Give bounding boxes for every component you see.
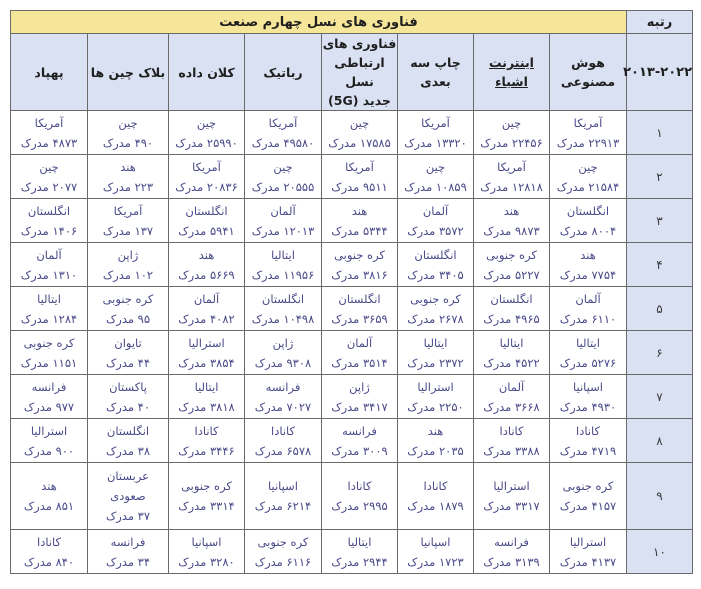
- table-cell: [550, 287, 627, 331]
- document-count: ۲۶۷۸ مدرک: [407, 311, 464, 326]
- country-name: اسپانیا: [420, 534, 451, 549]
- table-cell: [474, 243, 550, 287]
- country-name: پاکستان: [109, 379, 147, 394]
- country-name: آلمان: [36, 247, 62, 262]
- table-cell: [474, 287, 550, 331]
- table-cell: [474, 375, 550, 419]
- table-cell: [550, 243, 627, 287]
- industry4-rank-table: [10, 10, 693, 574]
- document-count: ۱۱۹۵۶ مدرک: [251, 267, 315, 282]
- column-header-line: چاپ سه: [410, 55, 461, 70]
- document-count: ۴۱۵۷ مدرک: [559, 499, 617, 513]
- table-cell: [169, 331, 245, 375]
- document-count: ۸۵۱ مدرک: [23, 499, 75, 513]
- document-count: ۱۰۴۹۸ مدرک: [251, 311, 315, 326]
- table-cell: [322, 419, 398, 463]
- table-cell: [550, 331, 627, 375]
- country-name: آلمان: [346, 335, 373, 350]
- table-cell: [245, 199, 322, 243]
- table-body: [11, 111, 693, 574]
- table-cell: [11, 155, 88, 199]
- document-count: ۵۳۴۴ مدرک: [331, 223, 388, 238]
- table-cell: [11, 331, 88, 375]
- table-cell: [398, 463, 474, 530]
- document-count: ۳۳۱۷ مدرک: [483, 499, 540, 513]
- country-name: عربستان صعودی: [106, 469, 150, 503]
- country-name: کره جنوبی: [334, 247, 385, 262]
- rank-cell: ۹: [627, 463, 693, 530]
- country-name: استرالیا: [569, 534, 607, 549]
- rank-cell: ۴: [627, 243, 693, 287]
- country-name: ژاپن: [117, 247, 139, 262]
- table-cell: [88, 199, 169, 243]
- country-name: استرالیا: [188, 335, 225, 350]
- country-name: انگلستان: [338, 291, 381, 306]
- document-count: ۳۴۰۵ مدرک: [407, 267, 464, 282]
- table-cell: [550, 463, 627, 530]
- table-cell: [11, 199, 88, 243]
- document-count: ۳۳۸۸ مدرک: [483, 443, 540, 458]
- table-cell: [398, 287, 474, 331]
- country-name: هند: [120, 159, 136, 174]
- table-cell: [245, 530, 322, 574]
- document-count: ۵۶۶۹ مدرک: [178, 267, 235, 282]
- document-count: ۶۱۱۰ مدرک: [559, 311, 617, 326]
- document-count: ۵۹۴۱ مدرک: [178, 223, 235, 238]
- document-count: ۲۲۹۱۳ مدرک: [556, 135, 620, 150]
- column-header: [474, 34, 550, 111]
- country-name: چین: [39, 159, 59, 174]
- document-count: ۱۸۷۹ مدرک: [407, 499, 464, 513]
- country-name: فرانسه: [342, 423, 377, 438]
- table-cell: [169, 287, 245, 331]
- document-count: ۹۵ مدرک: [105, 311, 151, 326]
- document-count: ۴۴ مدرک: [105, 355, 151, 370]
- country-name: انگلستان: [566, 203, 610, 218]
- table-row: [11, 419, 693, 463]
- document-count: ۲۳۷۲ مدرک: [407, 355, 464, 370]
- document-count: ۱۴۰۶ مدرک: [20, 223, 78, 238]
- country-name: کره جنوبی: [102, 291, 154, 306]
- document-count: ۹۸۷۳ مدرک: [483, 223, 540, 238]
- rank-cell: ۱۰: [627, 530, 693, 574]
- table-container: [10, 10, 693, 574]
- country-name: کانادا: [423, 479, 448, 493]
- country-name: فرانسه: [494, 534, 529, 549]
- document-count: ۴۹۵۸۰ مدرک: [251, 135, 315, 150]
- document-count: ۳۸۵۴ مدرک: [178, 355, 235, 370]
- column-header: [169, 34, 245, 111]
- document-count: ۲۹۴۴ مدرک: [331, 554, 388, 569]
- document-count: ۳۸۱۸ مدرک: [178, 399, 235, 414]
- country-name: ایتالیا: [194, 379, 219, 394]
- country-name: فرانسه: [31, 379, 67, 394]
- rank-cell: ۱: [627, 111, 693, 155]
- column-header: [245, 34, 322, 111]
- country-name: هند: [41, 479, 57, 493]
- table-cell: [474, 111, 550, 155]
- document-count: ۲۲۳ مدرک: [102, 179, 154, 194]
- country-name: کره جنوبی: [257, 534, 309, 549]
- rank-cell: ۶: [627, 331, 693, 375]
- document-count: ۳۰۰۹ مدرک: [331, 443, 388, 458]
- country-name: ایتالیا: [576, 335, 600, 350]
- column-header-line: جدید (5G): [328, 93, 391, 108]
- document-count: ۹۳۰۸ مدرک: [254, 355, 312, 370]
- document-count: ۱۰۸۵۹ مدرک: [404, 179, 467, 194]
- table-cell: [11, 530, 88, 574]
- table-cell: [322, 530, 398, 574]
- rank-cell: ۷: [627, 375, 693, 419]
- document-count: ۹۷۷ مدرک: [23, 399, 75, 414]
- column-header: [88, 34, 169, 111]
- document-count: ۱۳۳۲۰ مدرک: [404, 135, 467, 150]
- document-count: ۴۸۷۳ مدرک: [20, 135, 78, 150]
- country-name: کانادا: [347, 479, 372, 493]
- country-name: آمریکا: [345, 159, 374, 174]
- country-name: ایتالیا: [347, 534, 372, 549]
- document-count: ۳۶۵۹ مدرک: [331, 311, 388, 326]
- document-count: ۴۱۳۷ مدرک: [559, 554, 617, 569]
- table-cell: [550, 155, 627, 199]
- document-count: ۲۰۳۵ مدرک: [407, 443, 464, 458]
- column-header-line: هوش: [571, 55, 605, 70]
- country-name: تایوان: [114, 335, 142, 350]
- table-cell: [322, 111, 398, 155]
- country-name: کره جنوبی: [23, 335, 75, 350]
- document-count: ۳۵۷۲ مدرک: [407, 223, 464, 238]
- table-cell: [169, 111, 245, 155]
- country-name: چین: [118, 115, 138, 130]
- table-cell: [550, 375, 627, 419]
- table-cell: [169, 463, 245, 530]
- document-count: ۲۱۵۸۴ مدرک: [556, 179, 620, 194]
- country-name: هند: [580, 247, 596, 262]
- table-cell: [245, 287, 322, 331]
- document-count: ۲۰۷۷ مدرک: [20, 179, 78, 194]
- country-name: چین: [578, 159, 598, 174]
- country-name: هند: [198, 247, 215, 262]
- country-name: آلمان: [575, 291, 601, 306]
- document-count: ۸۰۰۴ مدرک: [559, 223, 617, 238]
- table-cell: [88, 331, 169, 375]
- table-cell: [322, 243, 398, 287]
- country-name: ژاپن: [349, 379, 370, 394]
- document-count: ۳۶۶۸ مدرک: [483, 399, 540, 414]
- column-header: [322, 34, 398, 111]
- document-count: ۶۲۱۴ مدرک: [254, 499, 312, 513]
- table-cell: [245, 375, 322, 419]
- document-count: ۲۲۴۵۶ مدرک: [480, 135, 543, 150]
- table-cell: [398, 375, 474, 419]
- table-cell: [322, 287, 398, 331]
- country-name: استرالیا: [493, 479, 530, 493]
- table-cell: [474, 199, 550, 243]
- document-count: ۴۹۰ مدرک: [102, 135, 154, 150]
- country-name: استرالیا: [417, 379, 454, 394]
- document-count: ۱۲۰۱۳ مدرک: [251, 223, 315, 238]
- table-cell: [245, 419, 322, 463]
- rank-cell: ۸: [627, 419, 693, 463]
- column-header-line: اینترنت اشیاء: [489, 55, 534, 89]
- table-cell: [474, 419, 550, 463]
- table-row: [11, 155, 693, 199]
- country-name: چین: [196, 115, 217, 130]
- country-name: چین: [349, 115, 370, 130]
- document-count: ۳۳۱۴ مدرک: [178, 499, 235, 513]
- table-cell: [11, 375, 88, 419]
- country-name: کانادا: [194, 423, 219, 438]
- country-name: هند: [427, 423, 444, 438]
- rank-cell: ۵: [627, 287, 693, 331]
- column-header-line: ارتباطی نسل: [334, 55, 385, 89]
- country-name: ایتالیا: [423, 335, 448, 350]
- document-count: ۴۵۲۲ مدرک: [483, 355, 540, 370]
- document-count: ۶۱۱۶ مدرک: [254, 554, 312, 569]
- country-name: آمریکا: [497, 159, 526, 174]
- table-title: فناوری های نسل چهارم صنعت: [11, 11, 627, 34]
- column-header-line: رباتیک: [263, 64, 303, 80]
- document-count: ۲۰۵۵۵ مدرک: [251, 179, 315, 194]
- table-row: [11, 463, 693, 530]
- country-name: کانادا: [37, 534, 61, 549]
- document-count: ۷۰۲۷ مدرک: [254, 399, 312, 414]
- table-cell: [322, 375, 398, 419]
- table-cell: [474, 530, 550, 574]
- table-cell: [169, 199, 245, 243]
- table-cell: [245, 463, 322, 530]
- document-count: ۳۲۸۰ مدرک: [178, 554, 235, 569]
- column-header-line: بعدی: [420, 74, 451, 89]
- country-name: انگلستان: [490, 291, 533, 306]
- table-cell: [88, 419, 169, 463]
- country-name: کره جنوبی: [181, 479, 232, 493]
- document-count: ۲۵۹۹۰ مدرک: [175, 135, 238, 150]
- table-row: [11, 243, 693, 287]
- table-cell: [398, 155, 474, 199]
- table-cell: [169, 375, 245, 419]
- table-cell: [169, 530, 245, 574]
- document-count: ۵۲۲۷ مدرک: [483, 267, 540, 282]
- year-range-header: ۲۰۱۳-۲۰۲۲: [627, 34, 693, 111]
- table-cell: [245, 331, 322, 375]
- document-count: ۵۲۷۶ مدرک: [559, 355, 617, 370]
- country-name: آمریکا: [113, 203, 143, 218]
- country-name: هند: [503, 203, 520, 218]
- country-name: ایتالیا: [271, 247, 295, 262]
- column-header: [398, 34, 474, 111]
- document-count: ۱۷۵۸۵ مدرک: [328, 135, 391, 150]
- document-count: ۱۲۸۱۸ مدرک: [480, 179, 543, 194]
- country-name: انگلستان: [414, 247, 457, 262]
- document-count: ۱۲۸۴ مدرک: [20, 311, 78, 326]
- country-name: آلمان: [498, 379, 525, 394]
- country-name: انگلستان: [261, 291, 305, 306]
- country-name: آمریکا: [34, 115, 64, 130]
- document-count: ۹۵۱۱ مدرک: [331, 179, 388, 194]
- country-name: چین: [501, 115, 522, 130]
- document-count: ۳۴۴۶ مدرک: [178, 443, 235, 458]
- country-name: چین: [273, 159, 293, 174]
- table-cell: [88, 530, 169, 574]
- table-cell: [11, 419, 88, 463]
- table-cell: [245, 111, 322, 155]
- table-cell: [245, 243, 322, 287]
- document-count: ۴۰ مدرک: [105, 399, 151, 414]
- document-count: ۳۴۱۷ مدرک: [331, 399, 388, 414]
- document-count: ۳۷ مدرک: [105, 509, 151, 523]
- country-name: ژاپن: [272, 335, 294, 350]
- rank-cell: ۲: [627, 155, 693, 199]
- table-cell: [88, 111, 169, 155]
- country-name: ایتالیا: [499, 335, 524, 350]
- table-cell: [550, 419, 627, 463]
- country-name: استرالیا: [30, 423, 68, 438]
- table-cell: [88, 463, 169, 530]
- table-cell: [474, 463, 550, 530]
- document-count: ۱۱۵۱ مدرک: [20, 355, 78, 370]
- document-count: ۹۰۰ مدرک: [23, 443, 75, 458]
- document-count: ۶۵۷۸ مدرک: [254, 443, 312, 458]
- document-count: ۷۷۵۴ مدرک: [559, 267, 617, 282]
- table-cell: [322, 199, 398, 243]
- document-count: ۳۸۱۶ مدرک: [331, 267, 388, 282]
- country-name: کره جنوبی: [562, 479, 614, 493]
- document-count: ۱۷۲۳ مدرک: [407, 554, 464, 569]
- table-cell: [550, 530, 627, 574]
- table-cell: [322, 155, 398, 199]
- country-name: انگلستان: [106, 423, 150, 438]
- table-cell: [11, 243, 88, 287]
- document-count: ۴۹۳۰ مدرک: [559, 399, 617, 414]
- table-row: [11, 199, 693, 243]
- country-name: آمریکا: [573, 115, 603, 130]
- column-header-line: مصنوعی: [560, 74, 616, 89]
- table-cell: [398, 530, 474, 574]
- table-cell: [550, 199, 627, 243]
- table-cell: [398, 243, 474, 287]
- country-name: هند: [351, 203, 368, 218]
- rank-cell: ۳: [627, 199, 693, 243]
- country-name: اسپانیا: [191, 534, 222, 549]
- table-row: [11, 530, 693, 574]
- table-cell: [398, 419, 474, 463]
- country-name: آلمان: [270, 203, 296, 218]
- table-cell: [88, 243, 169, 287]
- table-row: [11, 375, 693, 419]
- table-cell: [88, 287, 169, 331]
- country-name: اسپانیا: [268, 479, 298, 493]
- table-cell: [474, 331, 550, 375]
- table-row: [11, 287, 693, 331]
- table-cell: [11, 463, 88, 530]
- document-count: ۲۰۸۳۶ مدرک: [175, 179, 238, 194]
- country-name: آمریکا: [268, 115, 298, 130]
- country-name: انگلستان: [27, 203, 71, 218]
- table-cell: [474, 155, 550, 199]
- country-name: فرانسه: [110, 534, 146, 549]
- table-cell: [398, 111, 474, 155]
- table-cell: [398, 199, 474, 243]
- column-header: [11, 34, 88, 111]
- table-row: [11, 111, 693, 155]
- country-name: چین: [425, 159, 446, 174]
- table-row: [11, 331, 693, 375]
- country-name: آلمان: [193, 291, 220, 306]
- document-count: ۴۰۸۲ مدرک: [178, 311, 235, 326]
- column-header-line: کلان داده: [178, 64, 235, 80]
- table-cell: [88, 155, 169, 199]
- document-count: ۲۲۵۰ مدرک: [407, 399, 464, 414]
- country-name: آلمان: [422, 203, 449, 218]
- document-count: ۴۷۱۹ مدرک: [559, 443, 617, 458]
- document-count: ۳۵۱۴ مدرک: [331, 355, 388, 370]
- country-name: کانادا: [271, 423, 295, 438]
- table-cell: [322, 463, 398, 530]
- table-cell: [322, 331, 398, 375]
- table-cell: [11, 287, 88, 331]
- country-name: کانادا: [499, 423, 524, 438]
- country-name: آمریکا: [421, 115, 450, 130]
- rank-header: رتبه: [627, 11, 693, 34]
- country-name: انگلستان: [185, 203, 228, 218]
- country-name: ایتالیا: [37, 291, 61, 306]
- country-name: کره جنوبی: [410, 291, 461, 306]
- table-cell: [398, 331, 474, 375]
- country-name: آمریکا: [192, 159, 221, 174]
- country-name: کره جنوبی: [486, 247, 537, 262]
- column-header: [550, 34, 627, 111]
- table-cell: [245, 155, 322, 199]
- document-count: ۴۹۶۵ مدرک: [483, 311, 540, 326]
- column-header-line: پهپاد: [34, 64, 64, 80]
- column-header-line: بلاک چین ها: [90, 64, 166, 80]
- table-cell: [169, 419, 245, 463]
- document-count: ۱۳۷ مدرک: [102, 223, 154, 238]
- document-count: ۳۱۳۹ مدرک: [483, 554, 540, 569]
- table-cell: [88, 375, 169, 419]
- document-count: ۱۳۱۰ مدرک: [20, 267, 78, 282]
- table-cell: [11, 111, 88, 155]
- document-count: ۸۴۰ مدرک: [23, 554, 75, 569]
- table-cell: [169, 155, 245, 199]
- table-cell: [550, 111, 627, 155]
- column-header-line: فناوری های: [322, 36, 397, 51]
- table-cell: [169, 243, 245, 287]
- document-count: ۱۰۲ مدرک: [102, 267, 154, 282]
- country-name: کانادا: [576, 423, 600, 438]
- country-name: اسپانیا: [573, 379, 603, 394]
- country-name: فرانسه: [265, 379, 301, 394]
- document-count: ۲۹۹۵ مدرک: [331, 499, 388, 513]
- document-count: ۳۴ مدرک: [105, 554, 151, 569]
- document-count: ۳۸ مدرک: [105, 443, 151, 458]
